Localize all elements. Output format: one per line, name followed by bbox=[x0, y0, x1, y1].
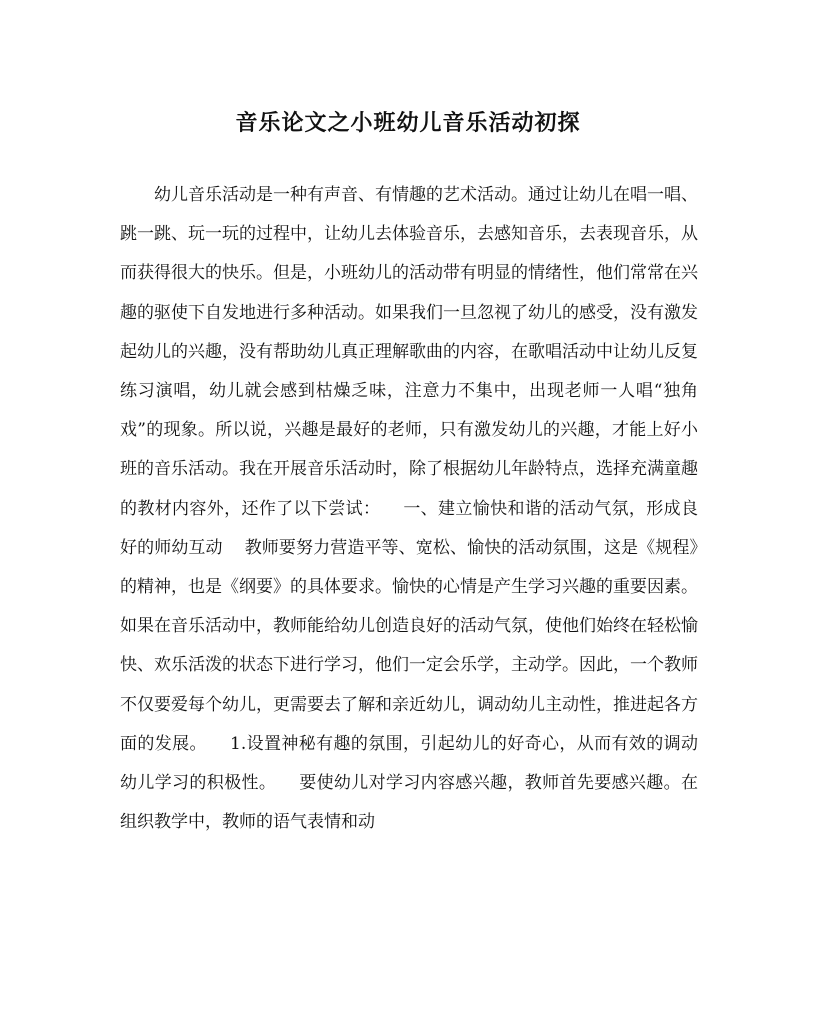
document-body-paragraph: 幼儿音乐活动是一种有声音、有情趣的艺术活动。通过让幼儿在唱一唱、跳一跳、玩一玩的过程中，让幼儿去体验音乐，去感知音乐，去表现音乐，从而获得很大的快乐。但是，小班幼儿的活动带有明显的情绪性，他们常常在兴趣的驱使下自发地进行多种活动。如果我们一旦忽视了幼儿的感受，没有激发起幼儿的兴趣，没有帮助幼儿真正理解歌曲的内容，在歌唱活动中让幼儿反复练习演唱，幼儿就会感到枯燥乏味，注意力不集中，出现老师一人唱“独角戏”的现象。所以说，兴趣是最好的老师，只有激发幼儿的兴趣，才能上好小班的音乐活动。我在开展音乐活动时，除了根据幼儿年龄特点，选择充满童趣的教材内容外，还作了以下尝试： 一、建立愉快和谐的活动气氛，形成良好的师幼互动 教师要努力营造平等、宽松、愉快的活动氛围，这是《规程》的精神，也是《纲要》的具体要求。愉快的心情是产生学习兴趣的重要因素。如果在音乐活动中，教师能给幼儿创造良好的活动气氛，使他们始终在轻松愉快、欢乐活泼的状态下进行学习，他们一定会乐学，主动学。因此，一个教师不仅要爱每个幼儿，更需要去了解和亲近幼儿，调动幼儿主动性，推进起各方面的发展。 1.设置神秘有趣的氛围，引起幼儿的好奇心，从而有效的调动幼儿学习的积极性。 要使幼儿对学习内容感兴趣，教师首先要感兴趣。在组织教学中，教师的语气表情和动 bbox=[120, 185, 698, 833]
document-title: 音乐论文之小班幼儿音乐活动初探 bbox=[235, 110, 581, 136]
